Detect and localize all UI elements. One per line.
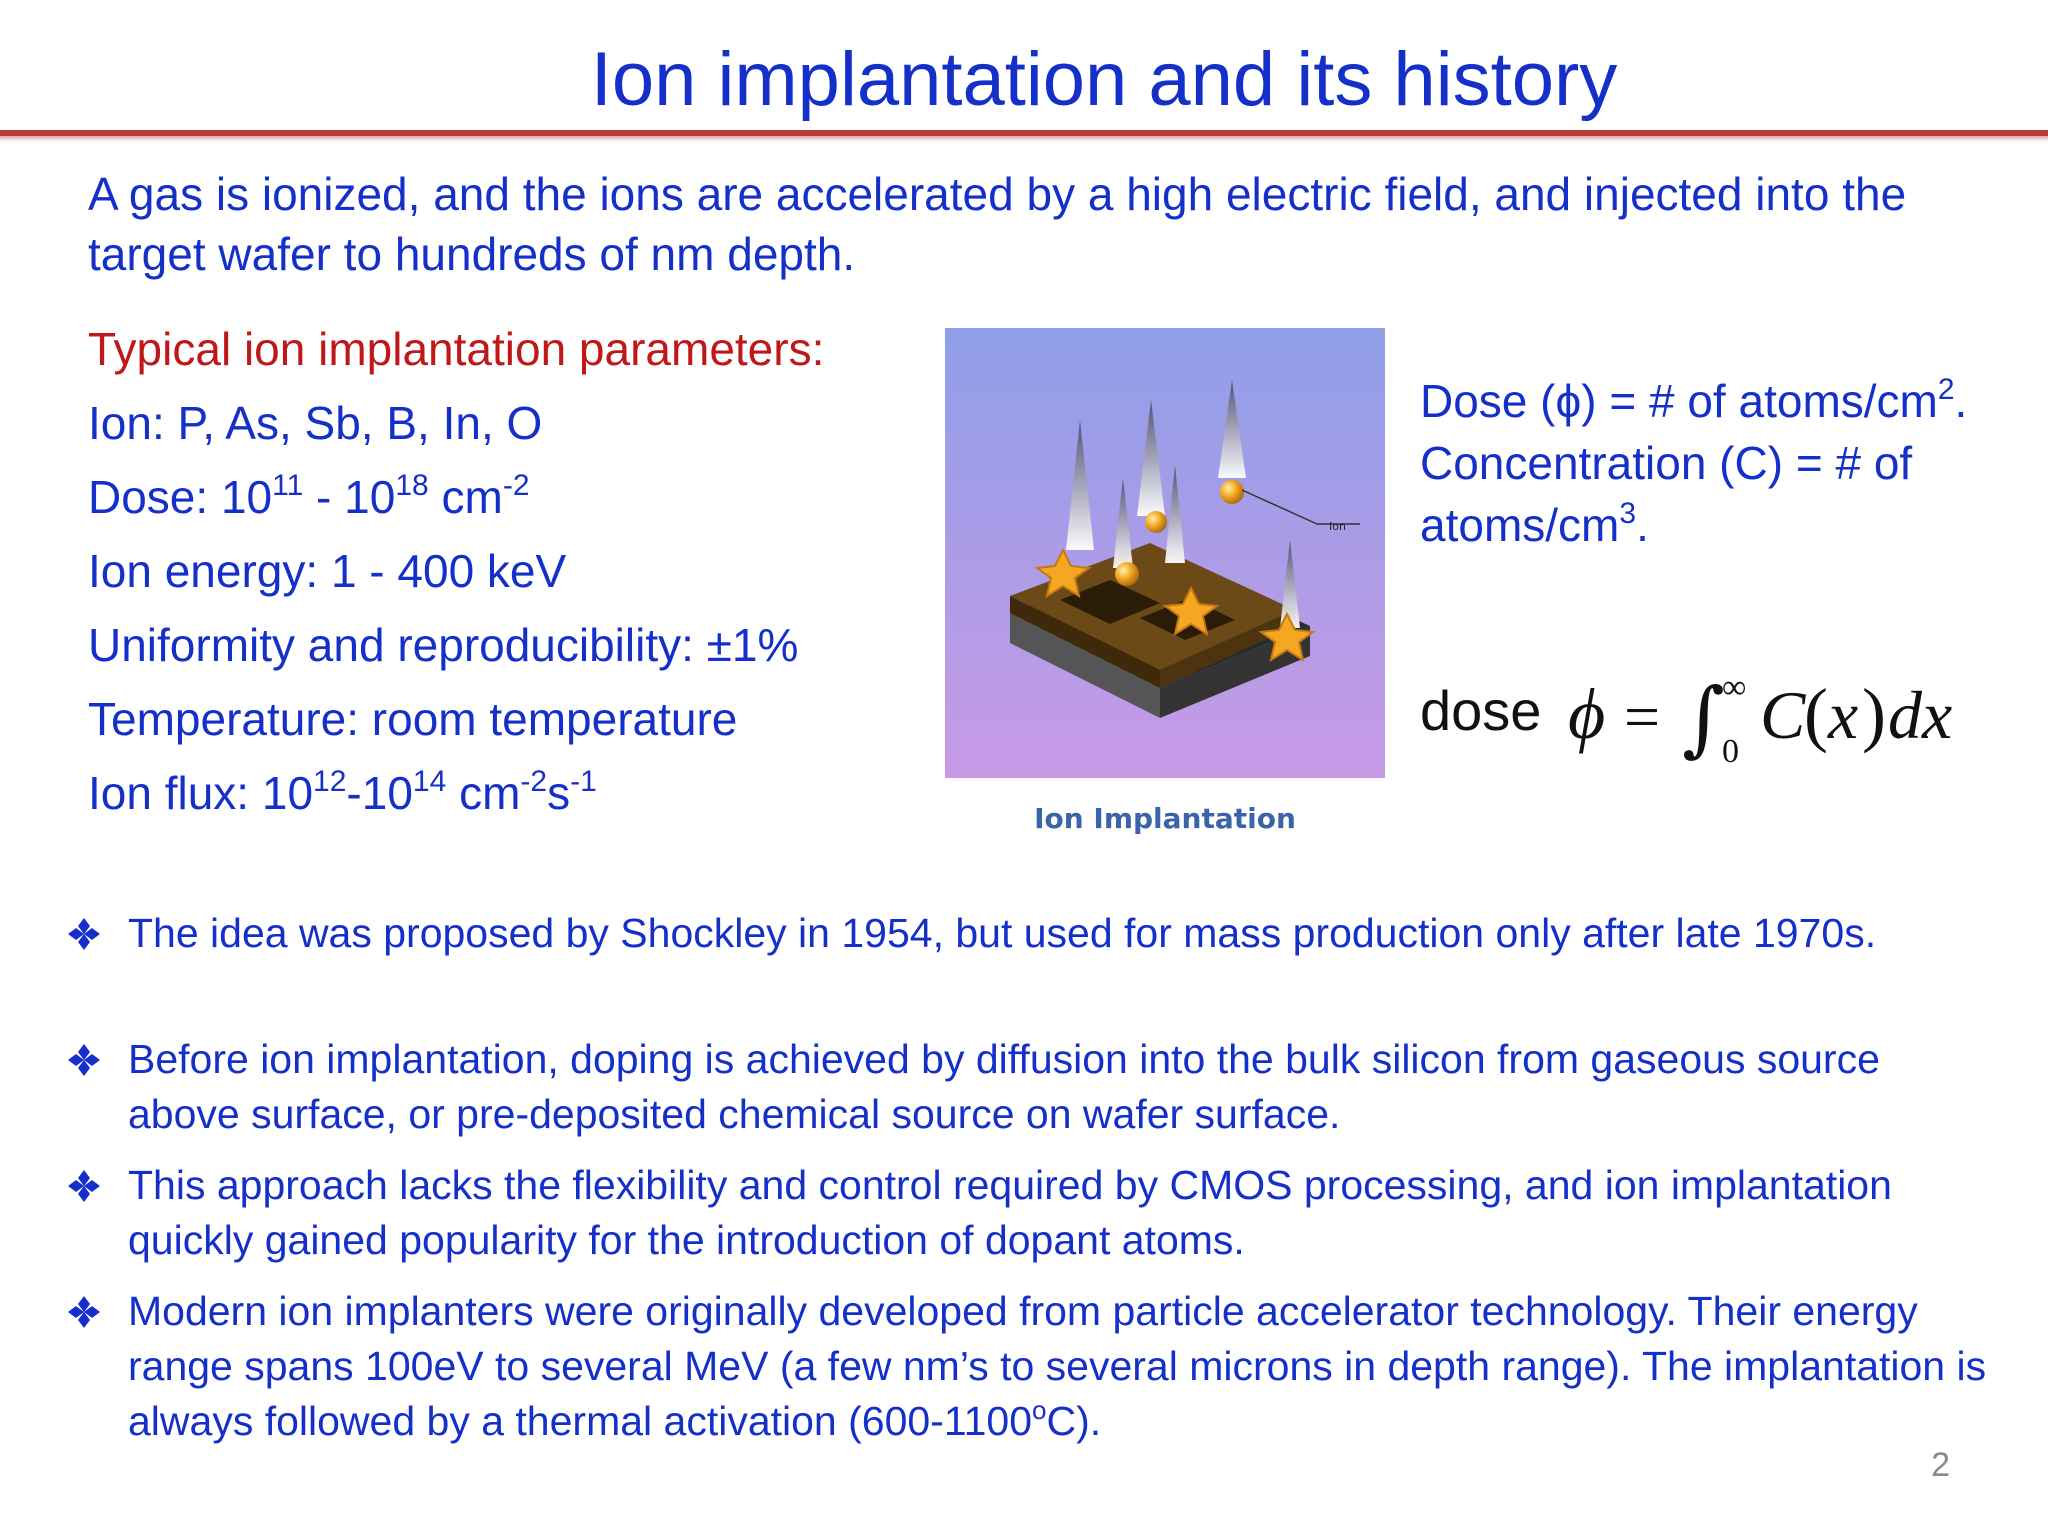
svg-text:∞: ∞ [1722, 669, 1747, 706]
dose-concentration-definitions: Dose (ϕ) = # of atoms/$cm^2$. Concentration (C) = # of atoms/$cm^3$. [1420, 373, 1968, 551]
four-diamond-bullet-icon [64, 1040, 104, 1080]
page-number: 2 [1931, 1446, 1950, 1484]
four-diamond-bullet-icon [64, 914, 104, 954]
param-uniformity: Uniformity and reproducibility: ±1% [88, 619, 799, 671]
param-ion: Ion: P, As, Sb, B, In, O [88, 397, 543, 449]
param-flux: Ion flux: $10^{12}-10^{14}$ $cm^{-2}s^{-1}$ [88, 765, 597, 819]
svg-text:=: = [1624, 681, 1661, 752]
formula-expression [1420, 660, 2040, 770]
param-dose: Dose: $10^{11} - 10^{18}$ $cm^{-2}$ [88, 469, 530, 523]
ion-implantation-illustration [945, 328, 1385, 778]
bullet-text: This approach lacks the flexibility and control required by CMOS processing, and ion implantation quickly gained popularity for the introduction of dopant atoms. [128, 1162, 1892, 1263]
four-diamond-bullet-icon [64, 1292, 104, 1332]
param-energy: Ion energy: 1 - 400 keV [88, 545, 567, 597]
bullet-text: Modern ion implanters were originally developed from particle accelerator technology. Their energy range spans 100eV to several MeV (a few nm’s to several microns in depth range). The implantation is always followed by a thermal activation (600-1100$^o$C). [128, 1288, 1987, 1444]
svg-text:ϕ: ϕ [1568, 674, 1606, 754]
param-temperature: Temperature: room temperature [88, 693, 738, 745]
bullet-text: Before ion implantation, doping is achieved by diffusion into the bulk silicon from gaseous source above surface, or pre-deposited chemical source on wafer surface. [128, 1036, 1880, 1137]
figure-caption: Ion Implantation [1034, 802, 1296, 835]
ion-callout-label: Ion [1329, 520, 1346, 533]
svg-text:0: 0 [1722, 733, 1739, 770]
params-heading: Typical ion implantation parameters: [88, 323, 825, 375]
bullet-text: The idea was proposed by Shockley in 1954, but used for mass production only after late 1970s. [128, 910, 1877, 956]
svg-text:(: ( [1804, 674, 1828, 754]
formula-word: dose [1420, 679, 1542, 742]
dose-integral-formula [1420, 660, 2040, 770]
svg-text:∫: ∫ [1682, 671, 1725, 766]
svg-text:dx: dx [1888, 677, 1953, 753]
svg-text:x: x [1828, 677, 1859, 753]
intro-paragraph: A gas is ionized, and the ions are accelerated by a high electric field, and injected into the target wafer to hundreds of nm depth. [88, 168, 1907, 280]
slide-title: Ion implantation and its history [590, 37, 1618, 122]
svg-text:C: C [1760, 677, 1806, 753]
svg-text:): ) [1862, 674, 1886, 754]
title-divider-shadow [0, 136, 2048, 142]
four-diamond-bullet-icon [64, 1166, 104, 1206]
